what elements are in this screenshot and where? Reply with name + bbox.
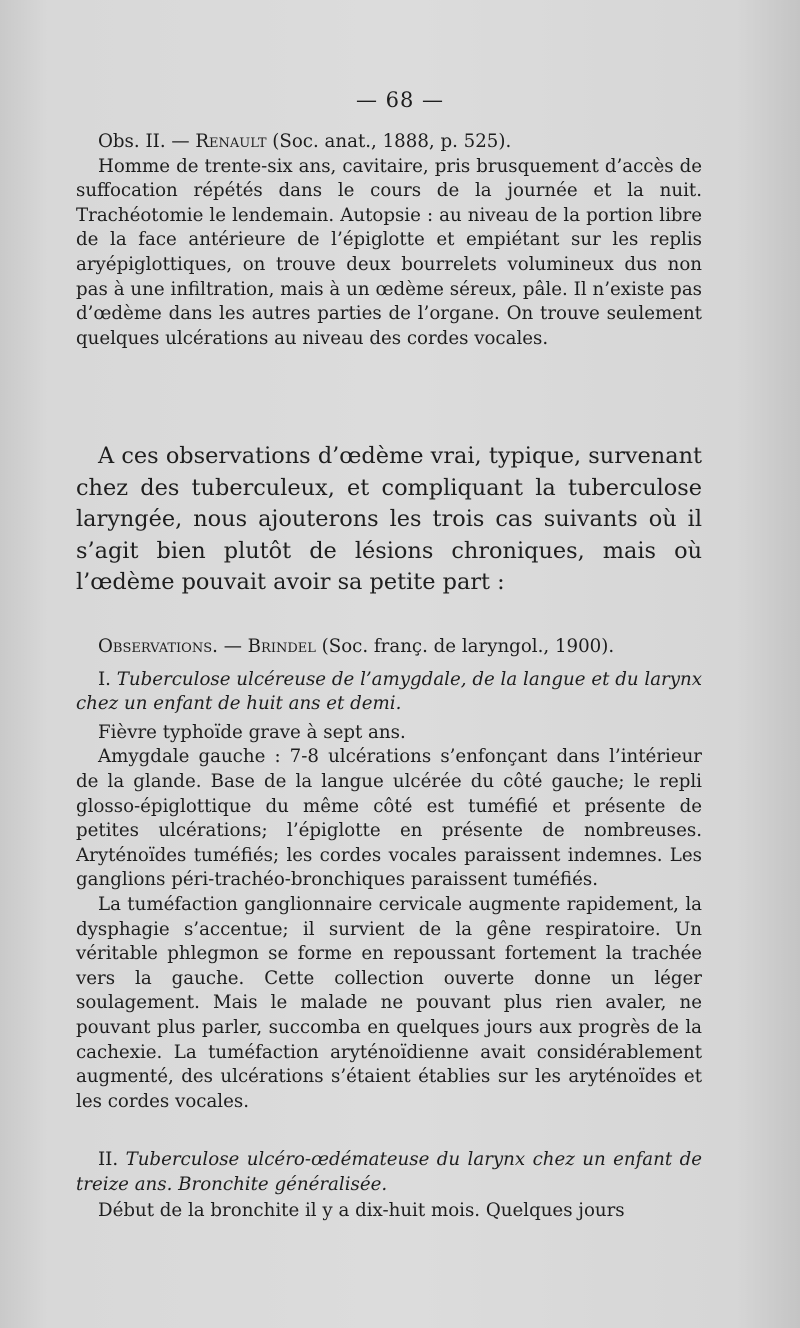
case-1-number: I.	[98, 668, 117, 690]
case-2-paragraph: Début de la bronchite il y a dix-huit mois. Quelques jours	[98, 1200, 625, 1222]
observations-label: Observations.	[98, 636, 218, 657]
case-1-paragraph: Amygdale gauche : 7-8 ulcérations s’enfonçant dans l’intérieur de la glande. Base de la langue ulcérée du côté gauche; le repli glosso-épiglottique du même côté est tuméfié et présente de petites ulcérations; l’épiglotte en présente de nombreuses. Aryténoïdes tuméfiés; les cordes vocales paraissent indemnes. Les ganglions péri-trachéo-bronchiques paraissent tuméfiés.	[76, 746, 702, 891]
observations-heading	[76, 635, 702, 660]
intro-paragraph	[76, 441, 702, 599]
observation-2	[76, 130, 702, 351]
observations-separator: —	[217, 636, 248, 657]
observations-author: Brindel	[247, 636, 316, 657]
case-2-title-text: Tuberculose ulcéro-œdémateuse du larynx chez un enfant de treize ans. Bronchite généralisée.	[76, 1149, 702, 1195]
case-2-title	[76, 1148, 702, 1197]
case-2-number: II.	[98, 1149, 126, 1171]
observation-2-label: Obs. II. —	[98, 131, 196, 152]
observation-2-author: Renault	[195, 131, 267, 152]
observation-2-heading	[76, 130, 702, 155]
observation-2-body: Homme de trente-six ans, cavitaire, pris brusquement d’accès de suffocation répétés dans le cours de la journée et la nuit. Trachéotomie le lendemain. Autopsie : au niveau de la portion libre de la face antérieure de l’épiglotte et empiétant sur les replis aryépiglottiques, on trouve deux bourrelets volumineux dus non pas à une infiltration, mais à un œdème séreux, pâle. Il n’existe pas d’œdème dans les autres parties de l’organe. On trouve seulement quelques ulcérations au niveau des cordes vocales.	[76, 155, 702, 349]
case-1-paragraph: La tuméfaction ganglionnaire cervicale augmente rapidement, la dysphagie s’accentue; il survient de la gêne respiratoire. Un véritable phlegmon se forme en repoussant fortement la trachée vers la gauche. Cette collection ouverte donne un léger soulagement. Mais le malade ne pouvant plus rien avaler, ne pouvant plus parler, succomba en quelques jours aux progrès de la cachexie. La tuméfaction aryténoïdienne avait considérablement augmenté, des ulcérations s’étaient établies sur les aryténoïdes et les cordes vocales.	[76, 893, 702, 1112]
observation-2-reference: (Soc. anat., 1888, p. 525).	[266, 131, 512, 152]
case-1-paragraph: Fièvre typhoïde grave à sept ans.	[98, 721, 406, 743]
page-number: — 68 —	[355, 88, 445, 112]
intro-text: A ces observations d’œdème vrai, typique, survenant chez des tuberculeux, et compliquant la tuberculose laryngée, nous ajouterons les trois cas suivants où il s’agit bien plutôt de lésions chroniques, mais où l’œdème pouvait avoir sa petite part :	[76, 443, 702, 596]
observations-reference: (Soc. franç. de laryngol., 1900).	[315, 636, 615, 657]
case-1-title-text: Tuberculose ulcéreuse de l’amygdale, de la langue et du larynx chez un enfant de huit ans et demi.	[76, 668, 702, 715]
case-1-title	[76, 668, 702, 717]
observations-section	[76, 635, 702, 1224]
